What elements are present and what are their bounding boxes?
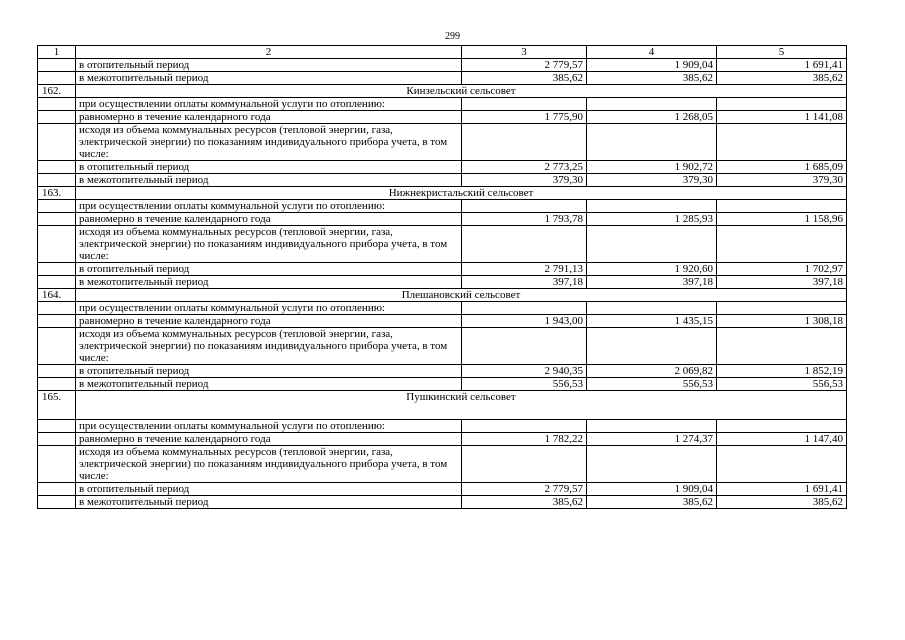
- value-cell: [587, 420, 717, 433]
- value-cell: 556,53: [717, 378, 847, 391]
- value-cell: 1 308,18: [717, 315, 847, 328]
- number-cell: [38, 315, 76, 328]
- table-row: [38, 302, 847, 315]
- label-cell: равномерно в течение календарного года: [76, 433, 462, 446]
- value-cell: 1 920,60: [587, 263, 717, 276]
- table-row: [38, 124, 847, 161]
- number-cell: [38, 124, 76, 161]
- label-cell: в межотопительный период: [76, 378, 462, 391]
- table-row: [38, 174, 847, 187]
- value-cell: [587, 200, 717, 213]
- value-cell: 397,18: [462, 276, 587, 289]
- number-cell: [38, 72, 76, 85]
- number-cell: [38, 174, 76, 187]
- value-cell: 385,62: [717, 496, 847, 509]
- value-cell: 379,30: [717, 174, 847, 187]
- value-cell: 1 685,09: [717, 161, 847, 174]
- value-cell: 1 852,19: [717, 365, 847, 378]
- section-number: 162.: [38, 85, 76, 98]
- section-name: Нижнекристальский сельсовет: [76, 187, 847, 200]
- value-cell: 1 909,04: [587, 59, 717, 72]
- value-cell: 397,18: [717, 276, 847, 289]
- label-cell: в отопительный период: [76, 263, 462, 276]
- value-cell: [462, 226, 587, 263]
- table-row: [38, 213, 847, 226]
- section-header-row: [38, 187, 847, 200]
- value-cell: 1 141,08: [717, 111, 847, 124]
- value-cell: 1 691,41: [717, 59, 847, 72]
- number-cell: [38, 200, 76, 213]
- table-row: [38, 315, 847, 328]
- table-row: [38, 446, 847, 483]
- value-cell: 2 791,13: [462, 263, 587, 276]
- number-cell: [38, 446, 76, 483]
- value-cell: [587, 328, 717, 365]
- number-cell: [38, 365, 76, 378]
- value-cell: [717, 420, 847, 433]
- section-number: 164.: [38, 289, 76, 302]
- table-row: [38, 72, 847, 85]
- value-cell: 2 069,82: [587, 365, 717, 378]
- label-cell: исходя из объема коммунальных ресурсов (тепловой энергии, газа, электрической энергии) по показаниям индивидуального прибора учета, в том числе:: [76, 124, 462, 161]
- label-cell: при осуществлении оплаты коммунальной услуги по отоплению:: [76, 200, 462, 213]
- value-cell: [717, 200, 847, 213]
- value-cell: 1 435,15: [587, 315, 717, 328]
- value-cell: 1 691,41: [717, 483, 847, 496]
- table-row: [38, 200, 847, 213]
- value-cell: [717, 226, 847, 263]
- value-cell: 1 909,04: [587, 483, 717, 496]
- section-header-row: [38, 85, 847, 98]
- label-cell: исходя из объема коммунальных ресурсов (тепловой энергии, газа, электрической энергии) по показаниям индивидуального прибора учета, в том числе:: [76, 446, 462, 483]
- value-cell: 1 943,00: [462, 315, 587, 328]
- table-row: [38, 111, 847, 124]
- value-cell: 1 902,72: [587, 161, 717, 174]
- number-cell: [38, 98, 76, 111]
- number-cell: [38, 263, 76, 276]
- label-cell: исходя из объема коммунальных ресурсов (тепловой энергии, газа, электрической энергии) по показаниям индивидуального прибора учета, в том числе:: [76, 226, 462, 263]
- value-cell: [462, 446, 587, 483]
- value-cell: 385,62: [462, 496, 587, 509]
- value-cell: 1 268,05: [587, 111, 717, 124]
- label-cell: в отопительный период: [76, 483, 462, 496]
- value-cell: 2 773,25: [462, 161, 587, 174]
- number-cell: [38, 276, 76, 289]
- label-cell: при осуществлении оплаты коммунальной услуги по отоплению:: [76, 98, 462, 111]
- number-cell: [38, 378, 76, 391]
- label-cell: в отопительный период: [76, 365, 462, 378]
- value-cell: [462, 328, 587, 365]
- value-cell: 385,62: [587, 72, 717, 85]
- value-cell: [462, 200, 587, 213]
- column-number-cell: 5: [717, 46, 847, 59]
- number-cell: [38, 302, 76, 315]
- value-cell: 1 147,40: [717, 433, 847, 446]
- value-cell: [717, 446, 847, 483]
- column-number-cell: 2: [76, 46, 462, 59]
- table-row: [38, 161, 847, 174]
- column-number-cell: 4: [587, 46, 717, 59]
- value-cell: 1 285,93: [587, 213, 717, 226]
- value-cell: [717, 98, 847, 111]
- section-name: Пушкинский сельсовет: [76, 391, 847, 420]
- value-cell: 2 940,35: [462, 365, 587, 378]
- value-cell: 2 779,57: [462, 483, 587, 496]
- table-row: [38, 59, 847, 72]
- value-cell: 379,30: [587, 174, 717, 187]
- number-cell: [38, 161, 76, 174]
- value-cell: [717, 302, 847, 315]
- label-cell: при осуществлении оплаты коммунальной услуги по отоплению:: [76, 420, 462, 433]
- label-cell: равномерно в течение календарного года: [76, 315, 462, 328]
- number-cell: [38, 420, 76, 433]
- label-cell: равномерно в течение календарного года: [76, 213, 462, 226]
- value-cell: 379,30: [462, 174, 587, 187]
- label-cell: в межотопительный период: [76, 72, 462, 85]
- value-cell: 397,18: [587, 276, 717, 289]
- value-cell: [587, 226, 717, 263]
- number-cell: [38, 226, 76, 263]
- value-cell: 1 274,37: [587, 433, 717, 446]
- column-number-row: [38, 46, 847, 59]
- value-cell: [462, 302, 587, 315]
- table-row: [38, 378, 847, 391]
- number-cell: [38, 213, 76, 226]
- label-cell: в отопительный период: [76, 59, 462, 72]
- column-number-cell: 1: [38, 46, 76, 59]
- number-cell: [38, 111, 76, 124]
- section-number: 165.: [38, 391, 76, 420]
- section-name: Плешановский сельсовет: [76, 289, 847, 302]
- number-cell: [38, 483, 76, 496]
- value-cell: [717, 124, 847, 161]
- value-cell: [462, 124, 587, 161]
- label-cell: в межотопительный период: [76, 276, 462, 289]
- value-cell: 1 793,78: [462, 213, 587, 226]
- tariff-table: [37, 45, 847, 509]
- value-cell: [587, 98, 717, 111]
- table-row: [38, 263, 847, 276]
- value-cell: [462, 98, 587, 111]
- value-cell: [587, 124, 717, 161]
- column-number-cell: 3: [462, 46, 587, 59]
- value-cell: [587, 446, 717, 483]
- value-cell: 556,53: [462, 378, 587, 391]
- table-row: [38, 98, 847, 111]
- number-cell: [38, 328, 76, 365]
- label-cell: в отопительный период: [76, 161, 462, 174]
- section-header-row: [38, 289, 847, 302]
- value-cell: 385,62: [587, 496, 717, 509]
- label-cell: в межотопительный период: [76, 174, 462, 187]
- label-cell: в межотопительный период: [76, 496, 462, 509]
- section-header-row: [38, 391, 847, 420]
- number-cell: [38, 59, 76, 72]
- value-cell: 385,62: [717, 72, 847, 85]
- table-row: [38, 420, 847, 433]
- table-row: [38, 483, 847, 496]
- number-cell: [38, 496, 76, 509]
- value-cell: 1 775,90: [462, 111, 587, 124]
- label-cell: равномерно в течение календарного года: [76, 111, 462, 124]
- number-cell: [38, 433, 76, 446]
- table-row: [38, 328, 847, 365]
- value-cell: [587, 302, 717, 315]
- section-name: Кинзельский сельсовет: [76, 85, 847, 98]
- value-cell: 1 782,22: [462, 433, 587, 446]
- section-number: 163.: [38, 187, 76, 200]
- value-cell: 556,53: [587, 378, 717, 391]
- value-cell: [717, 328, 847, 365]
- value-cell: 1 702,97: [717, 263, 847, 276]
- table-row: [38, 226, 847, 263]
- value-cell: 385,62: [462, 72, 587, 85]
- value-cell: 1 158,96: [717, 213, 847, 226]
- value-cell: [462, 420, 587, 433]
- table-row: [38, 496, 847, 509]
- page-number: 299: [445, 31, 460, 42]
- table-row: [38, 365, 847, 378]
- table-row: [38, 276, 847, 289]
- label-cell: исходя из объема коммунальных ресурсов (тепловой энергии, газа, электрической энергии) по показаниям индивидуального прибора учета, в том числе:: [76, 328, 462, 365]
- table-row: [38, 433, 847, 446]
- value-cell: 2 779,57: [462, 59, 587, 72]
- label-cell: при осуществлении оплаты коммунальной услуги по отоплению:: [76, 302, 462, 315]
